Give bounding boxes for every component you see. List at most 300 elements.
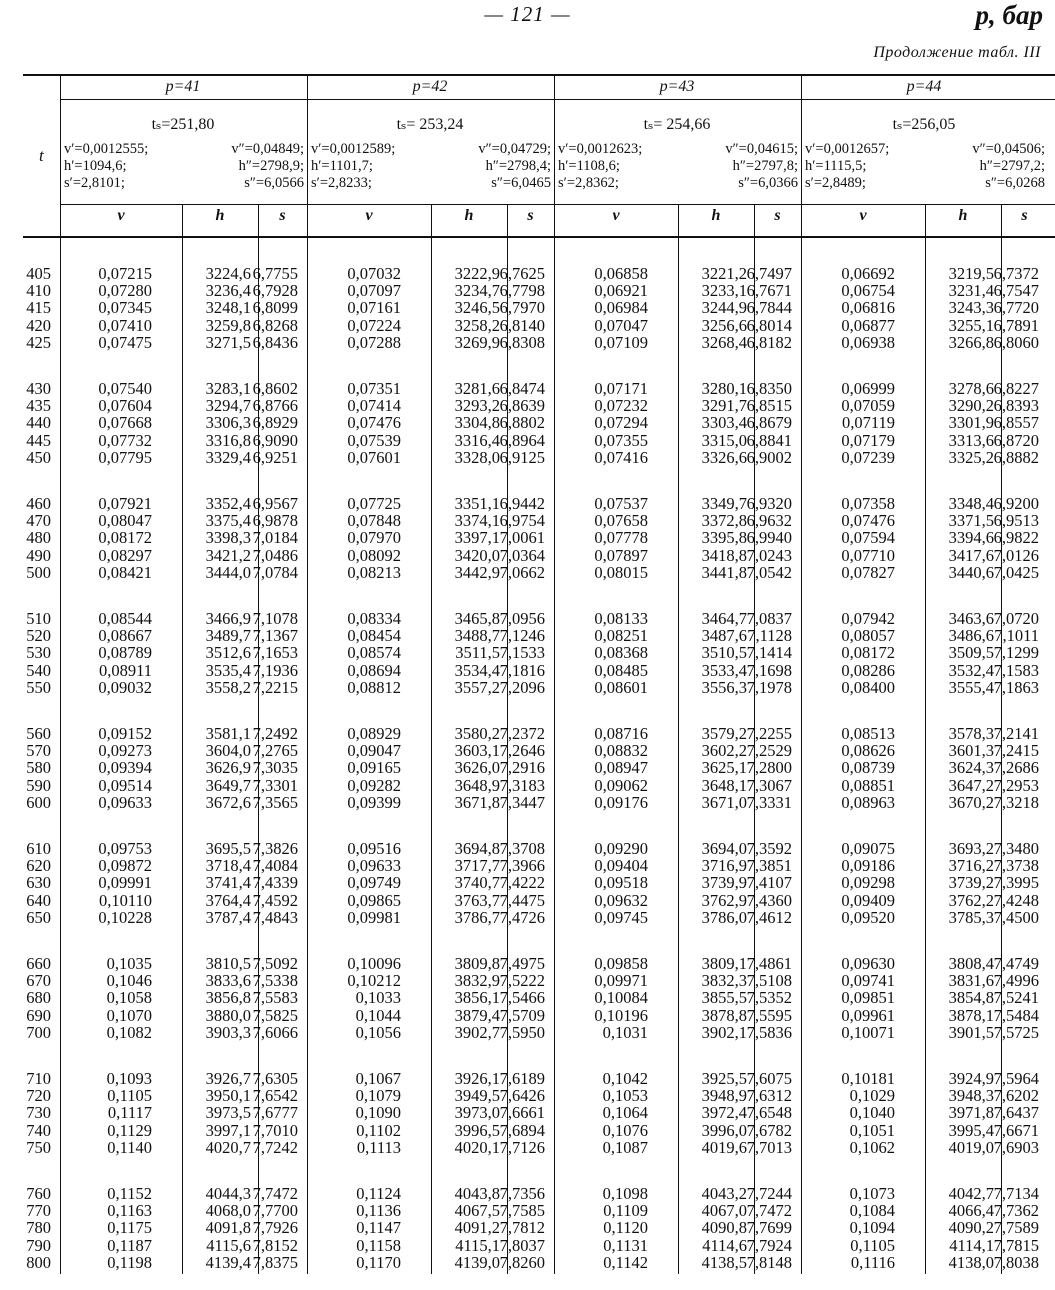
cell-h: 3256,6 bbox=[701, 315, 747, 335]
subheader-s: s bbox=[279, 207, 286, 224]
cell-v: 0,1116 bbox=[850, 1252, 895, 1272]
cell-s: 6,9754 bbox=[499, 511, 545, 531]
cell-s: 6,9878 bbox=[252, 511, 298, 531]
cell-v: 0,08092 bbox=[347, 545, 401, 565]
cell-s: 7,5595 bbox=[746, 1005, 792, 1025]
cell-h: 3832,3 bbox=[701, 971, 747, 991]
cell-s: 6,7891 bbox=[993, 315, 1039, 335]
cell-h: 3972,4 bbox=[701, 1103, 747, 1123]
cell-s: 7,0837 bbox=[746, 609, 792, 628]
cell-v: 0,09741 bbox=[841, 971, 895, 991]
saturated-vapor-value: s″=6,0366 bbox=[738, 175, 798, 191]
cell-s: 7,5338 bbox=[252, 971, 298, 991]
cell-v: 0,1090 bbox=[355, 1103, 401, 1123]
cell-h: 3926,1 bbox=[454, 1069, 500, 1088]
cell-v: 0,07668 bbox=[98, 413, 152, 433]
cell-h: 3246,5 bbox=[454, 298, 500, 318]
cell-v: 0,09516 bbox=[347, 839, 401, 858]
cell-s: 7,6903 bbox=[993, 1137, 1039, 1157]
cell-s: 7,4996 bbox=[993, 971, 1039, 991]
temperature-cell: 425 bbox=[26, 332, 51, 352]
table-row bbox=[23, 449, 1055, 467]
temperature-cell: 590 bbox=[26, 775, 51, 795]
cell-s: 6,7844 bbox=[746, 298, 792, 318]
cell-v: 0,10071 bbox=[841, 1022, 895, 1042]
cell-s: 7,0184 bbox=[252, 528, 298, 548]
cell-h: 3949,5 bbox=[454, 1086, 500, 1106]
cell-v: 0,07897 bbox=[594, 545, 648, 565]
cell-v: 0,1124 bbox=[356, 1184, 401, 1203]
saturated-liquid-value: h′=1115,5; bbox=[805, 158, 867, 174]
cell-v: 0,07161 bbox=[347, 298, 401, 318]
cell-s: 7,2096 bbox=[499, 677, 545, 697]
cell-s: 6,9632 bbox=[746, 511, 792, 531]
cell-s: 6,8474 bbox=[499, 379, 545, 398]
cell-h: 3326,6 bbox=[701, 447, 747, 467]
cell-s: 7,4861 bbox=[746, 954, 792, 973]
saturation-row bbox=[805, 175, 1045, 192]
temperature-cell: 550 bbox=[26, 677, 51, 697]
saturation-row bbox=[558, 175, 798, 192]
cell-v: 0,09858 bbox=[594, 954, 648, 973]
cell-v: 0,08297 bbox=[98, 545, 152, 565]
cell-v: 0,07358 bbox=[841, 494, 895, 513]
cell-h: 3512,6 bbox=[205, 643, 251, 663]
cell-h: 3648,9 bbox=[454, 775, 500, 795]
cell-h: 3558,2 bbox=[205, 677, 251, 697]
cell-h: 3328,0 bbox=[454, 447, 500, 467]
cell-h: 3879,4 bbox=[454, 1005, 500, 1025]
temperature-cell: 470 bbox=[26, 511, 51, 531]
cell-v: 0,08947 bbox=[594, 758, 648, 778]
cell-v: 0,07414 bbox=[347, 396, 401, 416]
cell-v: 0,1056 bbox=[355, 1022, 401, 1042]
subheader-s: s bbox=[1021, 207, 1028, 224]
cell-v: 0,09632 bbox=[594, 890, 648, 910]
cell-s: 7,3851 bbox=[746, 856, 792, 876]
cell-h: 3671,8 bbox=[454, 792, 500, 812]
cell-h: 3417,6 bbox=[948, 545, 994, 565]
cell-s: 6,8929 bbox=[252, 413, 298, 433]
cell-h: 3580,2 bbox=[454, 724, 500, 743]
cell-v: 0,09971 bbox=[594, 971, 648, 991]
cell-s: 7,6548 bbox=[746, 1103, 792, 1123]
table-row bbox=[23, 759, 1055, 777]
cell-h: 4091,8 bbox=[205, 1218, 251, 1238]
table-row bbox=[23, 529, 1055, 547]
cell-s: 7,7242 bbox=[252, 1137, 298, 1157]
cell-h: 3291,7 bbox=[701, 396, 747, 416]
cell-h: 3374,1 bbox=[454, 511, 500, 531]
cell-h: 3371,5 bbox=[948, 511, 994, 531]
cell-s: 7,1583 bbox=[993, 660, 1039, 680]
cell-h: 3648,1 bbox=[701, 775, 747, 795]
cell-v: 0,09745 bbox=[594, 907, 648, 927]
temperature-cell: 480 bbox=[26, 528, 51, 548]
cell-h: 3464,7 bbox=[701, 609, 747, 628]
cell-h: 3581,1 bbox=[205, 724, 251, 743]
cell-h: 3880,0 bbox=[205, 1005, 251, 1025]
cell-s: 6,8802 bbox=[499, 413, 545, 433]
cell-s: 7,6437 bbox=[993, 1103, 1039, 1123]
cell-s: 6,9200 bbox=[993, 494, 1039, 513]
cell-v: 0,09872 bbox=[98, 856, 152, 876]
cell-h: 3996,5 bbox=[454, 1120, 500, 1140]
cell-v: 0,08454 bbox=[347, 626, 401, 646]
cell-s: 7,1246 bbox=[499, 626, 545, 646]
cell-h: 3762,2 bbox=[948, 890, 994, 910]
cell-s: 6,7970 bbox=[499, 298, 545, 318]
cell-h: 3787,4 bbox=[205, 907, 251, 927]
cell-s: 7,5241 bbox=[993, 988, 1039, 1008]
saturation-row bbox=[805, 141, 1045, 158]
cell-v: 0,07848 bbox=[347, 511, 401, 531]
saturated-liquid-value: h′=1108,6; bbox=[558, 158, 620, 174]
cell-h: 4139,4 bbox=[205, 1252, 251, 1272]
temperature-cell: 700 bbox=[26, 1022, 51, 1042]
table-top-rule bbox=[23, 74, 1055, 76]
cell-h: 3718,4 bbox=[205, 856, 251, 876]
temperature-cell: 780 bbox=[26, 1218, 51, 1238]
cell-h: 3283,1 bbox=[205, 379, 251, 398]
cell-v: 0,1152 bbox=[107, 1184, 152, 1203]
cell-v: 0,1044 bbox=[355, 1005, 401, 1025]
cell-s: 7,7126 bbox=[499, 1137, 545, 1157]
temperature-cell: 760 bbox=[26, 1184, 51, 1203]
cell-s: 7,1367 bbox=[252, 626, 298, 646]
cell-h: 3672,6 bbox=[205, 792, 251, 812]
cell-v: 0,08485 bbox=[594, 660, 648, 680]
saturated-vapor-value: h″=2797,8; bbox=[732, 158, 798, 174]
cell-v: 0,09032 bbox=[98, 677, 152, 697]
cell-h: 4067,5 bbox=[454, 1201, 500, 1221]
cell-v: 0,07032 bbox=[347, 264, 401, 283]
saturation-row bbox=[558, 141, 798, 158]
cell-v: 0,1084 bbox=[849, 1201, 895, 1221]
cell-v: 0,09273 bbox=[98, 741, 152, 761]
cell-s: 6,8227 bbox=[993, 379, 1039, 398]
cell-h: 3856,8 bbox=[205, 988, 251, 1008]
saturation-temperature: tₛ=251,80 bbox=[151, 116, 215, 133]
cell-s: 7,4843 bbox=[252, 907, 298, 927]
cell-s: 7,2916 bbox=[499, 758, 545, 778]
cell-h: 3693,2 bbox=[948, 839, 994, 858]
cell-h: 3716,2 bbox=[948, 856, 994, 876]
cell-h: 3234,7 bbox=[454, 281, 500, 301]
cell-h: 3741,4 bbox=[205, 873, 251, 893]
cell-v: 0,09633 bbox=[98, 792, 152, 812]
cell-h: 3535,4 bbox=[205, 660, 251, 680]
subheader-s: s bbox=[527, 207, 534, 224]
cell-s: 7,7472 bbox=[746, 1201, 792, 1221]
cell-v: 0,1147 bbox=[356, 1218, 401, 1238]
cell-v: 0,1031 bbox=[602, 1022, 648, 1042]
cell-h: 3739,2 bbox=[948, 873, 994, 893]
temperature-cell: 500 bbox=[26, 562, 51, 582]
temperature-cell: 450 bbox=[26, 447, 51, 467]
temperature-cell: 560 bbox=[26, 724, 51, 743]
cell-s: 7,0662 bbox=[499, 562, 545, 582]
cell-h: 3255,1 bbox=[948, 315, 994, 335]
cell-v: 0,07097 bbox=[347, 281, 401, 301]
cell-h: 3901,5 bbox=[948, 1022, 994, 1042]
cell-h: 3557,2 bbox=[454, 677, 500, 697]
saturated-vapor-value: s″=6,0268 bbox=[985, 175, 1045, 191]
cell-h: 3278,6 bbox=[948, 379, 994, 398]
temperature-cell: 430 bbox=[26, 379, 51, 398]
cell-h: 3511,5 bbox=[455, 643, 500, 663]
cell-s: 7,7244 bbox=[746, 1184, 792, 1203]
cell-h: 4043,2 bbox=[701, 1184, 747, 1203]
cell-h: 3786,0 bbox=[701, 907, 747, 927]
cell-h: 3258,2 bbox=[454, 315, 500, 335]
cell-h: 3259,8 bbox=[205, 315, 251, 335]
cell-v: 0,08929 bbox=[347, 724, 401, 743]
cell-h: 3997,1 bbox=[205, 1120, 251, 1140]
cell-v: 0,08626 bbox=[841, 741, 895, 761]
cell-v: 0,07059 bbox=[841, 396, 895, 416]
cell-v: 0,1064 bbox=[602, 1103, 648, 1123]
cell-s: 7,5484 bbox=[993, 1005, 1039, 1025]
cell-s: 6,8964 bbox=[499, 430, 545, 450]
table-row bbox=[23, 662, 1055, 680]
cell-s: 7,3447 bbox=[499, 792, 545, 812]
cell-s: 7,7356 bbox=[499, 1184, 545, 1203]
cell-v: 0,06921 bbox=[594, 281, 648, 301]
table-row bbox=[23, 679, 1055, 697]
temperature-cell: 510 bbox=[26, 609, 51, 628]
cell-s: 6,9567 bbox=[252, 494, 298, 513]
cell-s: 7,4222 bbox=[499, 873, 545, 893]
cell-h: 3440,6 bbox=[948, 562, 994, 582]
cell-s: 7,3331 bbox=[746, 792, 792, 812]
cell-s: 7,4475 bbox=[499, 890, 545, 910]
cell-s: 6,7798 bbox=[499, 281, 545, 301]
cell-v: 0,09404 bbox=[594, 856, 648, 876]
cell-v: 0,1076 bbox=[602, 1120, 648, 1140]
cell-s: 7,7134 bbox=[993, 1184, 1039, 1203]
cell-s: 7,5092 bbox=[252, 954, 298, 973]
cell-s: 6,8060 bbox=[993, 332, 1039, 352]
cell-v: 0,07594 bbox=[841, 528, 895, 548]
saturated-liquid-value: h′=1094,6; bbox=[64, 158, 127, 174]
cell-h: 3281,6 bbox=[454, 379, 500, 398]
cell-h: 3995,4 bbox=[948, 1120, 994, 1140]
subheader-v: v bbox=[859, 207, 867, 224]
saturated-liquid-value: v′=0,0012623; bbox=[558, 141, 643, 157]
cell-v: 0,06999 bbox=[841, 379, 895, 398]
cell-h: 3398,3 bbox=[205, 528, 251, 548]
cell-s: 6,8679 bbox=[746, 413, 792, 433]
cell-h: 4019,6 bbox=[701, 1137, 747, 1157]
cell-s: 7,0126 bbox=[993, 545, 1039, 565]
cell-v: 0,06877 bbox=[841, 315, 895, 335]
cell-h: 4138,5 bbox=[701, 1252, 747, 1272]
cell-h: 3271,5 bbox=[205, 332, 251, 352]
cell-h: 3924,9 bbox=[948, 1069, 994, 1088]
cell-h: 3925,5 bbox=[701, 1069, 747, 1088]
cell-v: 0,1073 bbox=[849, 1184, 895, 1203]
table-row bbox=[23, 909, 1055, 927]
cell-s: 7,3035 bbox=[252, 758, 298, 778]
temperature-cell: 800 bbox=[26, 1252, 51, 1272]
cell-h: 3325,2 bbox=[948, 447, 994, 467]
cell-s: 7,6542 bbox=[252, 1086, 298, 1106]
cell-s: 7,1653 bbox=[252, 643, 298, 663]
temperature-cell: 600 bbox=[26, 792, 51, 812]
saturation-temperature: tₛ=256,05 bbox=[892, 116, 956, 133]
cell-v: 0,07710 bbox=[841, 545, 895, 565]
cell-s: 7,0243 bbox=[746, 545, 792, 565]
cell-v: 0,10084 bbox=[594, 988, 648, 1008]
cell-v: 0,1136 bbox=[356, 1201, 401, 1221]
cell-v: 0,09176 bbox=[594, 792, 648, 812]
cell-h: 3372,8 bbox=[701, 511, 747, 531]
cell-s: 6,7625 bbox=[499, 264, 545, 283]
cell-s: 6,7755 bbox=[252, 264, 298, 283]
cell-v: 0,08812 bbox=[347, 677, 401, 697]
pressure-label: p=41 bbox=[165, 78, 201, 95]
cell-s: 7,3183 bbox=[499, 775, 545, 795]
subheader-h: h bbox=[464, 207, 474, 224]
cell-s: 7,4500 bbox=[993, 907, 1039, 927]
cell-h: 3293,2 bbox=[454, 396, 500, 416]
subheader-h: h bbox=[958, 207, 968, 224]
cell-s: 7,5725 bbox=[993, 1022, 1039, 1042]
cell-h: 3786,7 bbox=[454, 907, 500, 927]
cell-s: 7,4749 bbox=[993, 954, 1039, 973]
cell-h: 3280,1 bbox=[701, 379, 747, 398]
cell-h: 3603,1 bbox=[454, 741, 500, 761]
cell-s: 7,8260 bbox=[499, 1252, 545, 1272]
cell-v: 0,1198 bbox=[107, 1252, 152, 1272]
cell-v: 0,1070 bbox=[106, 1005, 152, 1025]
cell-h: 3649,7 bbox=[205, 775, 251, 795]
cell-s: 6,9442 bbox=[499, 494, 545, 513]
cell-h: 3716,9 bbox=[701, 856, 747, 876]
saturated-vapor-value: v″=0,04849; bbox=[231, 141, 304, 157]
cell-s: 6,8140 bbox=[499, 315, 545, 335]
temperature-cell: 410 bbox=[26, 281, 51, 301]
cell-h: 3304,8 bbox=[454, 413, 500, 433]
cell-h: 3626,9 bbox=[205, 758, 251, 778]
cell-h: 3810,5 bbox=[205, 954, 251, 973]
cell-s: 7,7010 bbox=[252, 1120, 298, 1140]
cell-v: 0,09165 bbox=[347, 758, 401, 778]
table-row bbox=[23, 989, 1055, 1007]
cell-h: 3222,9 bbox=[454, 264, 500, 283]
cell-s: 7,5836 bbox=[746, 1022, 792, 1042]
cell-v: 0,1163 bbox=[107, 1201, 152, 1221]
cell-h: 3624,3 bbox=[948, 758, 994, 778]
cell-s: 7,4107 bbox=[746, 873, 792, 893]
cell-v: 0,1131 bbox=[603, 1235, 648, 1255]
cell-s: 7,5583 bbox=[252, 988, 298, 1008]
subheader-top-rule bbox=[60, 204, 1055, 205]
cell-s: 7,5466 bbox=[499, 988, 545, 1008]
cell-s: 7,2492 bbox=[252, 724, 298, 743]
cell-v: 0,07942 bbox=[841, 609, 895, 628]
cell-s: 7,2686 bbox=[993, 758, 1039, 778]
cell-s: 7,3565 bbox=[252, 792, 298, 812]
cell-v: 0,08251 bbox=[594, 626, 648, 646]
cell-s: 7,1533 bbox=[499, 643, 545, 663]
cell-h: 3948,3 bbox=[948, 1086, 994, 1106]
cell-h: 3510,5 bbox=[701, 643, 747, 663]
temperature-cell: 610 bbox=[26, 839, 51, 858]
cell-h: 3224,6 bbox=[205, 264, 251, 283]
cell-h: 3269,9 bbox=[454, 332, 500, 352]
cell-s: 6,9320 bbox=[746, 494, 792, 513]
saturated-vapor-value: v″=0,04615; bbox=[725, 141, 798, 157]
cell-s: 7,6661 bbox=[499, 1103, 545, 1123]
cell-h: 3833,6 bbox=[205, 971, 251, 991]
cell-v: 0,06754 bbox=[841, 281, 895, 301]
cell-v: 0,08963 bbox=[841, 792, 895, 812]
cell-v: 0,09514 bbox=[98, 775, 152, 795]
cell-s: 7,1978 bbox=[746, 677, 792, 697]
cell-v: 0,1109 bbox=[603, 1201, 648, 1221]
saturation-properties bbox=[805, 141, 1045, 192]
cell-s: 7,7589 bbox=[993, 1218, 1039, 1238]
cell-h: 3878,1 bbox=[948, 1005, 994, 1025]
cell-s: 7,0784 bbox=[252, 562, 298, 582]
table-row bbox=[23, 794, 1055, 812]
cell-v: 0,07732 bbox=[98, 430, 152, 450]
cell-v: 0,08851 bbox=[841, 775, 895, 795]
cell-v: 0,09047 bbox=[347, 741, 401, 761]
cell-s: 7,8148 bbox=[746, 1252, 792, 1272]
saturation-properties bbox=[558, 141, 798, 192]
cell-v: 0,1033 bbox=[355, 988, 401, 1008]
cell-s: 6,8515 bbox=[746, 396, 792, 416]
cell-v: 0,06858 bbox=[594, 264, 648, 283]
cell-s: 7,4360 bbox=[746, 890, 792, 910]
cell-h: 3950,1 bbox=[205, 1086, 251, 1106]
cell-v: 0,10096 bbox=[347, 954, 401, 973]
cell-v: 0,1046 bbox=[106, 971, 152, 991]
cell-s: 7,2255 bbox=[746, 724, 792, 743]
cell-s: 6,8436 bbox=[252, 332, 298, 352]
cell-v: 0,09520 bbox=[841, 907, 895, 927]
cell-s: 7,6202 bbox=[993, 1086, 1039, 1106]
cell-s: 7,2215 bbox=[252, 677, 298, 697]
cell-h: 4044,3 bbox=[205, 1184, 251, 1203]
cell-h: 3626,0 bbox=[454, 758, 500, 778]
cell-v: 0,1102 bbox=[356, 1120, 401, 1140]
cell-v: 0,07827 bbox=[841, 562, 895, 582]
cell-h: 3694,8 bbox=[454, 839, 500, 858]
cell-v: 0,09399 bbox=[347, 792, 401, 812]
cell-h: 4090,8 bbox=[701, 1218, 747, 1238]
cell-h: 3902,7 bbox=[454, 1022, 500, 1042]
temperature-cell: 520 bbox=[26, 626, 51, 646]
cell-v: 0,09298 bbox=[841, 873, 895, 893]
cell-s: 7,1078 bbox=[252, 609, 298, 628]
cell-h: 3487,6 bbox=[701, 626, 747, 646]
cell-s: 7,7585 bbox=[499, 1201, 545, 1221]
saturation-row bbox=[64, 158, 304, 175]
cell-h: 4043,8 bbox=[454, 1184, 500, 1203]
cell-h: 3902,1 bbox=[701, 1022, 747, 1042]
cell-h: 4019,0 bbox=[948, 1137, 994, 1157]
cell-h: 3236,4 bbox=[205, 281, 251, 301]
temperature-cell: 445 bbox=[26, 430, 51, 450]
cell-s: 7,1863 bbox=[993, 677, 1039, 697]
cell-h: 4020,1 bbox=[454, 1137, 500, 1157]
subheader-h: h bbox=[215, 207, 225, 224]
cell-s: 6,8308 bbox=[499, 332, 545, 352]
